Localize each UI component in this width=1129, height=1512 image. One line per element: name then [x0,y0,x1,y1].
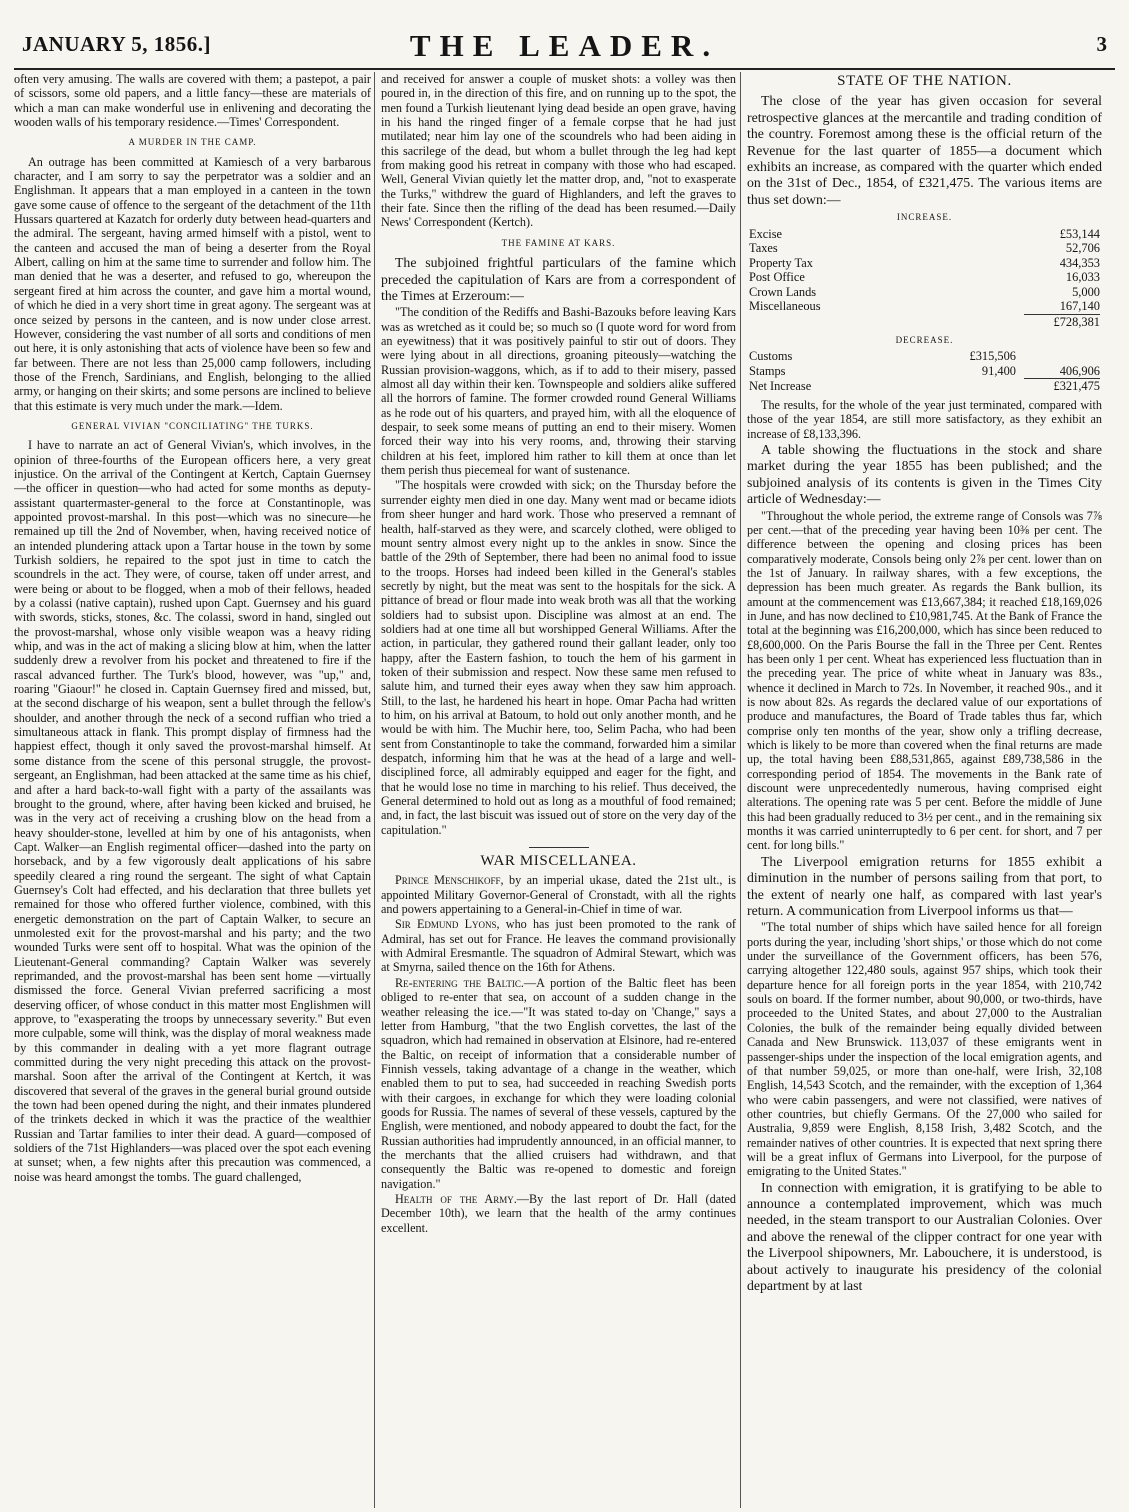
article-text: I have to narrate an act of General Vivian's, which involves, in the opinion of three-fourths of the European officers here, a very great injustice. On the arrival of the Contingent at Kertch, Captain Guernsey —the officer in question—who had acted for some months as deputy-assistant quartermaster-general to the force at Constantinople, was appointed provost-marshal. In this post—which was no sinecure—he remained up till the 2nd of November, when, having received notice of an intended plundering attack upon a Tartar house in the town by some Turkish soldiers, he repaired to the spot just in time to catch the scoundrels in the act. They were, of course, taken off under arrest, and were being or about to be flogged, when a mob of their fellows, headed by a colassi (native captain), rushed upon Capt. Guernsey and his guard with swords, sticks, stones, &c. The colassi, sword in hand, singled out the provost-marshal, whose only visible weapon was a heavy riding whip, and was in the act of making a slicing blow at him, when the latter suddenly drew a revolver from his pocket and threatened to fire if the rascal advanced further. The Turk's blood, however, was "up," and, roaring "Giaour!" he closed in. Captain Guernsey fired and missed, but, at the second discharge of his weapon, sent a bullet through the fellow's shoulder, and another through the neck of a second ruffian who tried a simultaneous attack in flank. This prompt display of firmness had the happiest effect, though it only saved the provost-marshal himself. At some distance from the scene of this personal struggle, the provost-sergeant, an Englishman, had been attacked at the same time as his chief, and after a hard back-to-wall fight with a party of the assailants was brought to the ground, where, after having been kicked and bruised, he was in the very act of receiving a crushing blow on the head from a heavy shoulder-stone, levelled at him by one of his antagonists, when Capt. Walker—an English regimental officer—dashed into the party on horseback, and by a few vigorously dealt applications of his sabre speedily cleared a ring round the sergeant. The sight of what Captain Guernsey's Colt had effected, and his declaration that three bullets yet remained for those who offered further violence, combined, with this energetic demonstration on the part of Captain Walker, to secure an unmolested exit for the provost-marshal and his party; and the two wounded Turks were sent off to hospital. What was the opinion of the Lieutenant-General commanding? Captain Walker was severely reprimanded, and the provost-marshal has been sent home —virtually dismissed the force. General Vivian preferred sacrificing a most deserving officer, of whose conduct in this matter most Englishmen will approve, to "exasperating the troops by unnecessary severity." But even more culpable, some will think, was the display of moral weakness made by this commander in dealing with a yet more flagrant outrage committed during the very night preceding this attack on the provost-marshal. Soon after the arrival of the Contingent at Kertch, it was discovered that several of the graves in the general burial ground outside the town had been opened during the night, and their inmates plundered of the trinkets decked in which it was the practice of the wealthier Russian and Tartar families to inter their dead. A guard—composed of soldiers of the 71st Highlanders—was placed over the spot each evening at sunset; when, a few nights after this precaution was commenced, a noise was heard amongst the tombs. The guard challenged, [14,438,371,1184]
section-heading: A MURDER IN THE CAMP. [128,137,257,148]
table-row [747,378,1102,394]
section-heading: WAR MISCELLANEA. [480,853,637,870]
table-cell-amount: 16,033 [1065,270,1100,285]
table-heading-decrease: DECREASE. [895,335,954,346]
table-cell-item: Post Office [749,270,805,285]
paragraph-body: who has just been promoted to the rank of Admiral, has set out for France. He leaves the command provisionally with Admiral Eresmantle. The squadron of Admiral Stewart, which was at Smyrna, sailed thence on the 16th for Athens. [381,917,736,975]
article-intro: The Liverpool emigration returns for 1855 exhibit a diminution in the number of persons sailing from that port, to the extent of nearly one half, as compared with last year's return. A communication from Liverpool informs us that— [747,853,1102,918]
section-heading: GENERAL VIVIAN "CONCILIATING" THE TURKS. [71,420,314,431]
article-intro: In connection with emigration, it is gratifying to be able to announce a contemplated improvement, which was much needed, in the steam transport to our Australian Colonies. Over and above the renewal of the clipper contract for one year with the Liverpool shipowners, Mr. Labouchere, it is understood, is about actively to inaugurate his presidency of the colonial department by at last [747,1179,1102,1294]
increase-total: £728,381 [1024,314,1100,330]
table-row [747,349,1102,364]
table-cell-item: Crown Lands [749,284,817,299]
article-text: "The total number of ships which have sailed hence for all foreign ports during the year, including 'short ships,' or those which do not come under the surveillance of the Government officers, has been 576, carrying altogether 122,480 souls, against 957 ships, which took their departure hence for all foreign ports in the year 1854, with 210,742 souls on board. If the former number, about 90,000, or two-thirds, have proceeded to the United States, and about 27,000 to the Australian Colonies, the bulk of the remainder being equally divided between Canada and New Brunswick. 113,037 of these emigrants went in passenger-ships under the inspection of the local emigration agents, and of that number 59,025, or more than one-half, were Irish, 32,108 English, 14,543 Scotch, and the remainder, with the exception of 1,364 who were cabin passengers, and were not classified, were natives of other countries, but chiefly Germans. Of the 27,000 who sailed for Australia, 9,859 were English, 8,158 Irish, 3,482 Scotch, and the remainder natives of other countries. It is expected that next spring there will be a great influx of Germans into Liverpool, for the purpose of emigrating to the United States." [747,920,1102,1179]
table-cell-item: Taxes [749,241,778,256]
table-cell-amount: £315,506 [969,349,1016,364]
article-text [381,1192,736,1235]
paragraph-body: —A portion of the Baltic fleet has been obliged to re-enter that sea, on account of a sudden change in the weather releasing the ice.—"It was stated to-day on 'Change," says a letter from Hamburg, "that the two English corvettes, the last of the squadron, which had remained in observation at Elsinore, had re-entered the Baltic, on receipt of information that a considerable number of Finnish vessels, taking advantage of a change in the weather, which enabled them to put to sea, had succeeded in reaching Swedish ports with their cargoes, in exchange for which they were loading colonial goods for Russia. The names of several of these vessels, captured by the English, were mentioned, and nobody appeared to doubt the fact, for the Russian authorities had imprudently announced, in an official manner, to the merchants that the allied cruisers had withdrawn, and that consequently the Baltic was re-opened to domestic and foreign navigation." [381,975,736,1191]
article-intro: A table showing the fluctuations in the stock and share market during the year 1855 has been published; and the subjoined analysis of its contents is given in the Times City article of Wednesday:— [747,441,1102,507]
net-increase-label: Net Increase [749,378,812,393]
table-row [747,314,1102,330]
article-text: often very amusing. The walls are covered with them; a pastepot, a pair of scissors, some old papers, and a little fancy—these are materials of which a man can make wonderful use in enlivening and decorating the wooden walls of his temporary residence.—Times' Correspondent. [14,72,371,130]
paragraph-body: —By the last report of Dr. Hall (dated December 10th), we learn that the health of the army continues excellent. [381,1191,736,1235]
table-row [747,364,1102,379]
table-row [747,256,1102,271]
paragraph-body: by an imperial ukase, dated the 21st ult., is appointed Military Governor-General of Cronstadt, with all the rights and powers appertaining to a General-in-Chief in time of war. [381,873,736,917]
decrease-table [747,349,1102,394]
article-text: The results, for the whole of the year just terminated, compared with those of the year 1854, are still more satisfactory, as they exhibit an increase of £8,133,396. [747,397,1102,441]
table-row [747,227,1102,242]
page-number: 3 [1096,32,1107,56]
article-intro: The subjoined frightful particulars of the famine which preceded the capitulation of Kars are from a correspondent of the Times at Erzeroum:— [381,255,736,303]
table-cell-amount: 52,706 [1065,241,1100,256]
table-cell-amount: 434,353 [1059,255,1100,270]
table-cell-amount: 91,400 [981,363,1016,378]
article-text: An outrage has been committed at Kamiesch of a very barbarous character, and I am sorry to say the perpetrator was a soldier and an Englishman. It appears that a man employed in a canteen in the town gave some cause of offence to the sergeant of the detachment of the 11th Hussars quartered at Kazatch for orderly duty between head-quarters and the admiral. The sergeant, having armed himself with a pistol, went to the canteen and accused the man of being a deserter from the Royal Albert, calling on him at the same time to surrender and follow him. The man denied that he was a deserter, and refused to go, whereupon the sergeant fired at him across the counter, and gave him a mortal wound, of which he died in a very short time in great agony. The sergeant was at once seized by persons in the canteen, and is now under close arrest. However, considering the vast number of all sorts and conditions of men out here, it is only astonishing that acts of violence have been so few and far between. There are not less than 25,000 camp followers, including those of the French, Sardinians, and English, belonging to the allied army, or hanging on their skirts; and some persons are inclined to believe that this estimate is very much under the mark.—Idem. [14,154,371,413]
newspaper-title: THE LEADER. [409,28,720,63]
article-text [381,873,736,916]
table-cell-item: Customs [749,349,793,364]
lead-in: Sir Edmund Lyons, [395,917,500,932]
article-text [381,917,736,974]
article-text: "The hospitals were crowded with sick; on the Thursday before the surrender eighty men died in one day. Many went mad or became idiots from sheer hunger and hard work. Those who preserved a remnant of health, half-starved as they were, and scarcely clothed, were obliged to mount sentry almost every night up to the ankles in snow. Since the battle of the 29th of September, there had been no animal food to issue to the troops. Horses had indeed been killed in the General's stables secretly by night, but the meat was sent to the hospitals for the sick. A pittance of bread or flour made into weak broth was all that the working soldiers had to subsist upon. Discipline was almost at an end. The soldiers had at one time all but worshipped General Williams. After the action, in particular, they gathered round their gallant leader, only too happy, after the Eastern fashion, to touch the hem of his garment in token of their submission and respect. Now these same men refused to salute him, and turned their eyes away when they saw him approach. Still, to the last, he hardened his heart in hope. Omar Pacha had written to him, on his arrival at Batoum, to hold out only another month, and he would be with him. The Muchir here, too, Selim Pacha, who had been sent from Constantinople to take the command, forwarded him a similar despatch, informing him that he was at the head of a large and well-disciplined force, all admirably equipped and eager for the fight, and that he would lose no time in marching to his relief. Thus deceived, the General determined to hold out as long as a mouthful of food remained; and, in fact, the last biscuit was issued out of store on the very day of the capitulation." [381,478,736,837]
section-heading: THE FAMINE AT KARS. [501,237,616,248]
lead-in: Prince Menschikoff, [395,873,504,888]
table-row [747,241,1102,256]
article-text: and received for answer a couple of musket shots: a volley was then poured in, in the direction of this fire, and on running up to the spot, the men found a Turkish lieutenant lying dead beside an open grave, having in his hand the ringed finger of a female corpse that he had just mutilated; near him lay one of the scoundrels who had been aiding in this sacrilege of the dead, but whom a bullet through the leg had kept from making good his retreat in company with those who had escaped. Well, General Vivian quietly let the matter drop, and, "not to exasperate the Turks," withdrew the guard of Highlanders, and left the graves to their fate. Since then the rifling of the dead has been resumed.—Daily News' Correspondent (Kertch). [381,72,736,230]
column-1 [14,72,371,1508]
table-cell-item: Property Tax [749,255,813,270]
column-2 [374,72,736,1508]
table-row [747,299,1102,314]
increase-table [747,227,1102,330]
issue-date: JANUARY 5, 1856.] [22,32,211,56]
lead-in: Re-entering the Baltic. [395,975,524,990]
divider [529,847,589,848]
table-row [747,285,1102,300]
net-increase-amount: £321,475 [1024,378,1100,394]
masthead [14,6,1115,70]
article-text: "The condition of the Rediffs and Bashi-Bazouks before leaving Kars was as wretched as it could be; so much so (I quote word for word from an eyewitness) that it was positively painful to stir out of doors. They were lying about in all directions, groaning piteously—watching the Russian provision-waggons, which, as if to add to their misery, passed almost all day within their ken. Townspeople and soldiers alike suffered all the horrors of famine. The former crowded round General Williams as he rode out of his quarters, and prayed him, with all the eloquence of despair, to seek some means of putting an end to their misery. Women forced their way into his very rooms, and, throwing their starving children at his feet, implored him rather to kill them at once than let them perish thus piecemeal for want of sustenance. [381,305,736,478]
table-cell-item: Stamps [749,363,786,378]
table-row [747,270,1102,285]
article-text: "Throughout the whole period, the extreme range of Consols was 7⅞ per cent.—that of the preceding year having been 10⅜ per cent. The difference between the opening and closing prices has been comparatively moderate, Consols being only 2⅞ per cent. lower than on the 1st of January. In railway shares, with a few exceptions, the depression has been much greater. As regards the Bank bullion, its amount at the commencement was £13,667,384; it reached £18,169,026 in June, and has now declined to £10,981,745. At the Bank of France the total at the beginning was £16,200,000, which has since been reduced to £8,600,000. On the Paris Bourse the fall in the Three per Cent. Rentes has been only 1 per cent. Wheat has experienced less fluctuation than in the preceding year. The price of white wheat in January was 83s., whence it declined in March to 72s. In November, it reached 90s., and it is now about 82s. As regards the declared value of our exportations of produce and manufactures, the Board of Trade tables thus far, which comprise only ten months of the year, show only a trifling decrease, which is likely to be more than covered when the final returns are made up, the total having been £88,531,865, against £89,738,586 in the corresponding period of 1854. The movements in the Bank rate of discount were unprecedentedly numerous, having comprised eight alterations. The opening rate was 5 per cent. Before the middle of June this had been gradually reduced to 3½ per cent., and in the remaining six months it was carried uninterruptedly to 6 per cent. for short, and 7 per cent. for long bills." [747,508,1102,853]
article-text [381,976,736,1191]
section-heading: STATE OF THE NATION. [837,73,1012,89]
table-cell-item: Miscellaneous [749,299,821,314]
table-heading-increase: INCREASE. [896,212,953,223]
article-intro: The close of the year has given occasion for several retrospective glances at the mercantile and trading condition of the country. Foremost among these is the official return of the Revenue for the last quarter of 1855—a document which exhibits an increase, as compared with the quarter which ended on the 31st of Dec., 1854, of £321,475. The various items are thus set down:— [747,93,1102,207]
table-cell-amount: 5,000 [1072,284,1100,299]
table-cell-item: Excise [749,226,783,241]
lead-in: Health of the Army. [395,1191,517,1206]
table-cell-amount: £53,144 [1059,226,1100,241]
decrease-total: 406,906 [1059,363,1100,378]
column-3 [740,72,1102,1508]
table-cell-amount: 167,140 [1059,299,1100,314]
